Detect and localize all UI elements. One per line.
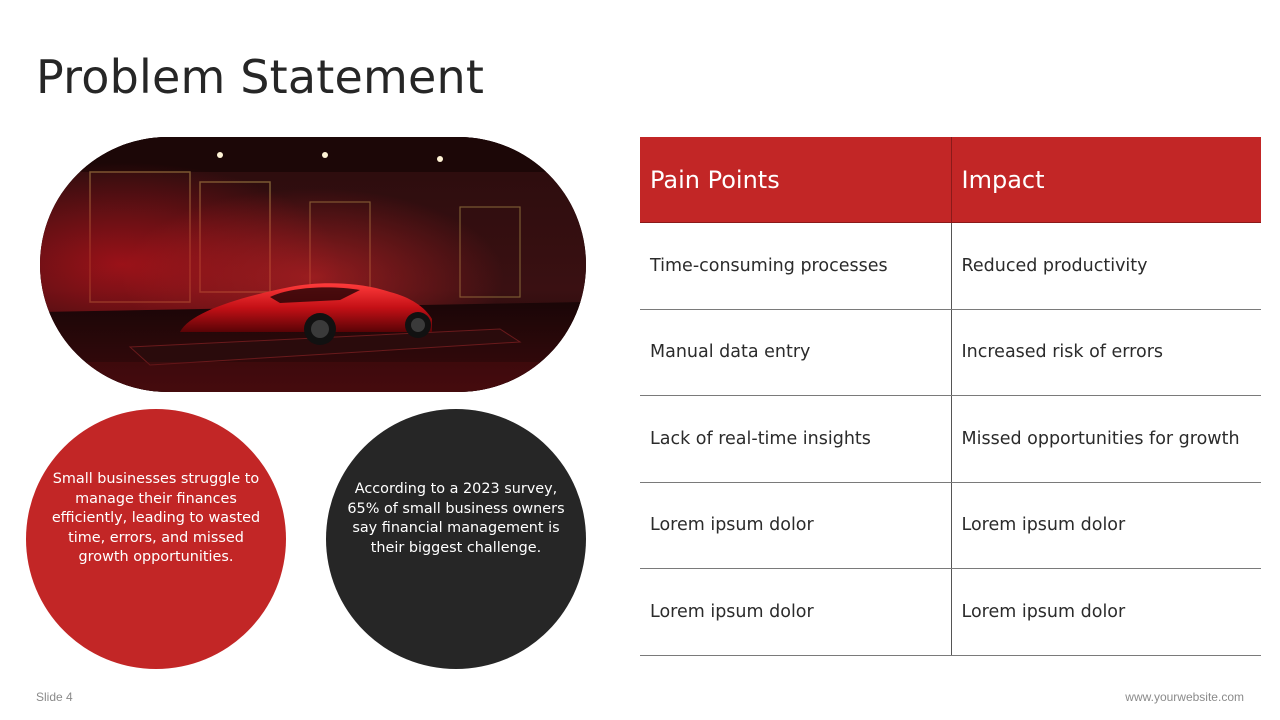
website-url: www.yourwebsite.com (1125, 690, 1244, 704)
car-showroom-image (40, 137, 586, 392)
impact-cell: Reduced productivity (951, 223, 1262, 309)
pain-point-cell: Lorem ipsum dolor (650, 515, 814, 536)
impact-cell: Lorem ipsum dolor (951, 569, 1262, 655)
problem-summary-circle (26, 409, 286, 669)
impact-cell: Increased risk of errors (951, 310, 1262, 396)
slide-number: Slide 4 (36, 690, 73, 704)
table-row (640, 396, 1261, 483)
impact-cell: Missed opportunities for growth (951, 396, 1262, 482)
slide-title: Problem Statement (36, 50, 485, 104)
table-row (640, 483, 1261, 570)
pain-point-cell: Time-consuming processes (650, 255, 888, 276)
header-impact: Impact (951, 137, 1262, 222)
pain-point-cell: Lack of real-time insights (650, 428, 871, 449)
problem-summary-text: Small businesses struggle to manage their finances efficiently, leading to wasted time, errors, and missed growth opportunities. (51, 471, 261, 566)
pain-point-cell: Lorem ipsum dolor (650, 601, 814, 622)
impact-cell: Lorem ipsum dolor (951, 483, 1262, 569)
header-pain-points: Pain Points (650, 165, 780, 194)
pain-point-cell: Manual data entry (650, 342, 811, 363)
survey-stat-circle (326, 409, 586, 669)
pain-points-table (640, 137, 1261, 656)
table-row (640, 569, 1261, 656)
sports-car-showroom-photo (40, 137, 586, 392)
table-row (640, 223, 1261, 310)
table-header-row (640, 137, 1261, 223)
table-row (640, 310, 1261, 397)
survey-stat-text: According to a 2023 survey, 65% of small business owners say financial management is their biggest challenge. (347, 481, 565, 556)
